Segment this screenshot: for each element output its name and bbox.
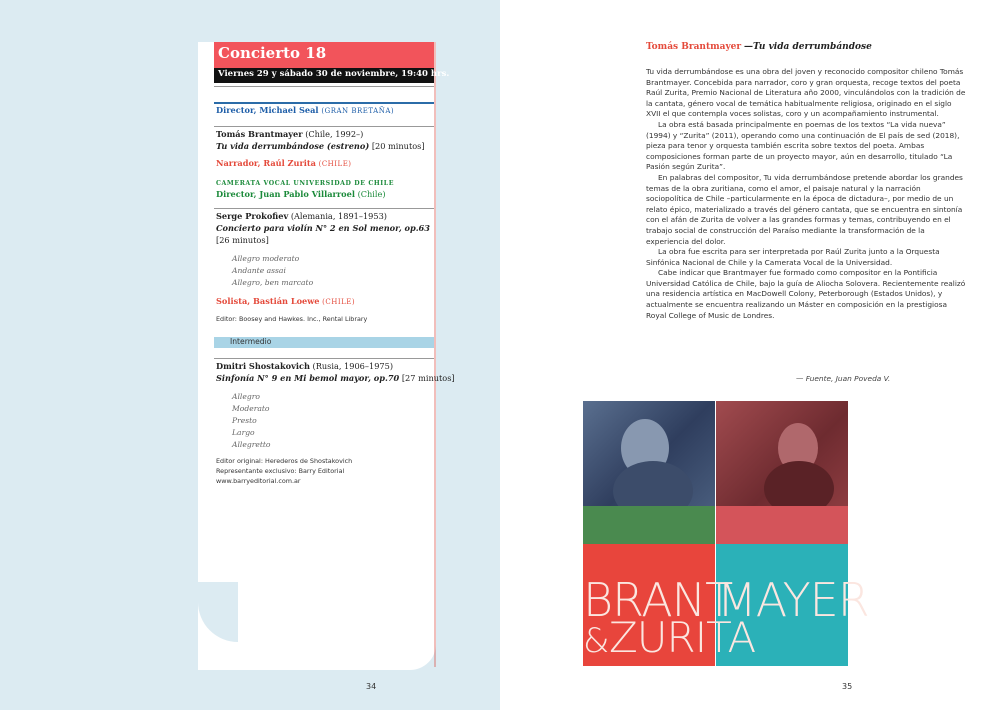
piece1-choir: CAMERATA VOCAL UNIVERSIDAD DE CHILE <box>216 180 395 187</box>
poster-block-pink <box>716 506 848 544</box>
poster-photo-brantmayer <box>716 401 848 506</box>
page-number-right: 35 <box>842 682 853 691</box>
piece3-editor-line: Editor original: Herederos de Shostakovich <box>216 457 353 465</box>
concert-date-bar <box>214 68 450 83</box>
piece1-title: Tu vida derrumbándose (estreno) [20 minutos] <box>216 141 425 151</box>
article-paragraph: Tu vida derrumbándose es una obra del joven y reconocido compositor chileno Tomás Brantmayer. Concebida para narrador, coro y gran orquesta, recoge textos del poeta Raúl Zurita, Premio Nacional de Literatura año 2000, vinculándolos con la tradición de la cantata, género vocal de temática habitualmente religiosa, originado en el siglo XVII el que contempla voces solistas, coro y un acompañamiento instrumental. <box>646 67 966 119</box>
article-body <box>646 67 966 321</box>
piece3-composer: Dmitri Shostakovich (Rusia, 1906–1975) <box>216 361 394 371</box>
poster-ampersand: & <box>583 621 609 661</box>
piece3-movement: Presto <box>232 416 257 425</box>
divider <box>214 208 434 209</box>
piece3-editor-line: Representante exclusivo: Barry Editorial <box>216 467 345 475</box>
piece3-movement: Allegretto <box>232 440 271 449</box>
piece2-editor: Editor: Boosey and Hawkes. Inc., Rental Library <box>216 315 368 323</box>
poster-word-zurita: ZURITA <box>609 613 756 662</box>
piece2-title: Concierto para violín N° 2 en Sol menor, op.63 <box>216 223 430 233</box>
concert-title-bar <box>214 42 434 68</box>
article-heading: Tomás Brantmayer —Tu vida derrumbándose <box>646 42 872 52</box>
brantmayer-zurita-poster <box>583 401 869 666</box>
article-paragraph: La obra está basada principalmente en poemas de los textos “La vida nueva” (1994) y “Zurita” (2011), operando como una continuación de El país de sed (2018), pieza para tenor y orquesta también escrita sobre textos del poeta. Ambas composiciones forman parte de un proyecto mayor, aún en desarrollo, titulado “La Pasión según Zurita”. <box>646 119 960 172</box>
piece2-movement: Andante assai <box>232 266 286 275</box>
card-edge <box>434 42 436 667</box>
divider-blue <box>214 102 434 104</box>
poster-word-brant: BRANT <box>583 573 733 627</box>
piece2-movement: Allegro moderato <box>232 254 300 263</box>
piece3-movement: Allegro <box>232 392 260 401</box>
piece1-choir-director: Director, Juan Pablo Villarroel (Chile) <box>216 189 386 199</box>
poster-word-mayer: MAYER <box>717 573 869 627</box>
piece3-editor-line: www.barryeditorial.com.ar <box>216 477 301 485</box>
poster-block-green <box>583 506 715 544</box>
concert-date: Viernes 29 y sábado 30 de noviembre, 19:40 hrs. <box>218 69 450 79</box>
page-number-left: 34 <box>366 682 377 691</box>
article-paragraph: Cabe indicar que Brantmayer fue formado como compositor en la Pontificia Universidad Católica de Chile, bajo la guía de Aliocha Solovera. Recientemente realizó una residencia artística en MacDowell Colony, Peterborough (Estados Unidos), y actualmente se encuentra realizando un Máster en composición en la prestigiosa Royal College of Music de Londres. <box>646 268 966 320</box>
piece2-composer: Serge Prokofiev (Alemania, 1891–1953) <box>216 211 387 221</box>
piece1-narrator: Narrador, Raúl Zurita (CHILE) <box>216 158 352 168</box>
piece3-title: Sinfonía N° 9 en Mi bemol mayor, op.70 [27 minutos] <box>216 373 455 383</box>
director: Director, Michael Seal (GRAN BRETAÑA) <box>216 105 395 115</box>
divider <box>214 86 434 87</box>
piece2-duration: [26 minutos] <box>216 235 269 245</box>
article-paragraph: La obra fue escrita para ser interpretada por Raúl Zurita junto a la Orquesta Sinfónica Nacional de Chile y la Camerata Vocal de la Universidad. <box>646 247 940 267</box>
piece1-composer: Tomás Brantmayer (Chile, 1992–) <box>216 129 364 139</box>
piece2-soloist: Solista, Bastián Loewe (CHILE) <box>216 296 356 306</box>
intermission-bar <box>214 337 434 348</box>
divider <box>214 358 434 359</box>
piece3-movement: Moderato <box>232 404 270 413</box>
piece2-movement: Allegro, ben marcato <box>232 278 314 287</box>
concert-title: Concierto 18 <box>218 44 327 62</box>
divider <box>214 126 434 127</box>
article-paragraph: En palabras del compositor, Tu vida derrumbándose pretende abordar los grandes temas de la obra zuritiana, como el amor, el paisaje natural y la narración sociopolítica de Chile –particularmente en la época de dictadura–, por medio de un relato épico, materializado a través del género cantata, que se encuentra en sintonía con el afán de Zurita de volver a las grandes formas y temas, contribuyendo en el trabajo social de construcción del Paraíso mediante la transformación de la experiencia del dolor. <box>646 172 963 246</box>
poster-photo-zurita <box>583 401 715 506</box>
intermission-label: Intermedio <box>230 337 272 346</box>
piece3-movement: Largo <box>232 428 255 437</box>
article-source: — Fuente, Juan Poveda V. <box>796 374 891 383</box>
